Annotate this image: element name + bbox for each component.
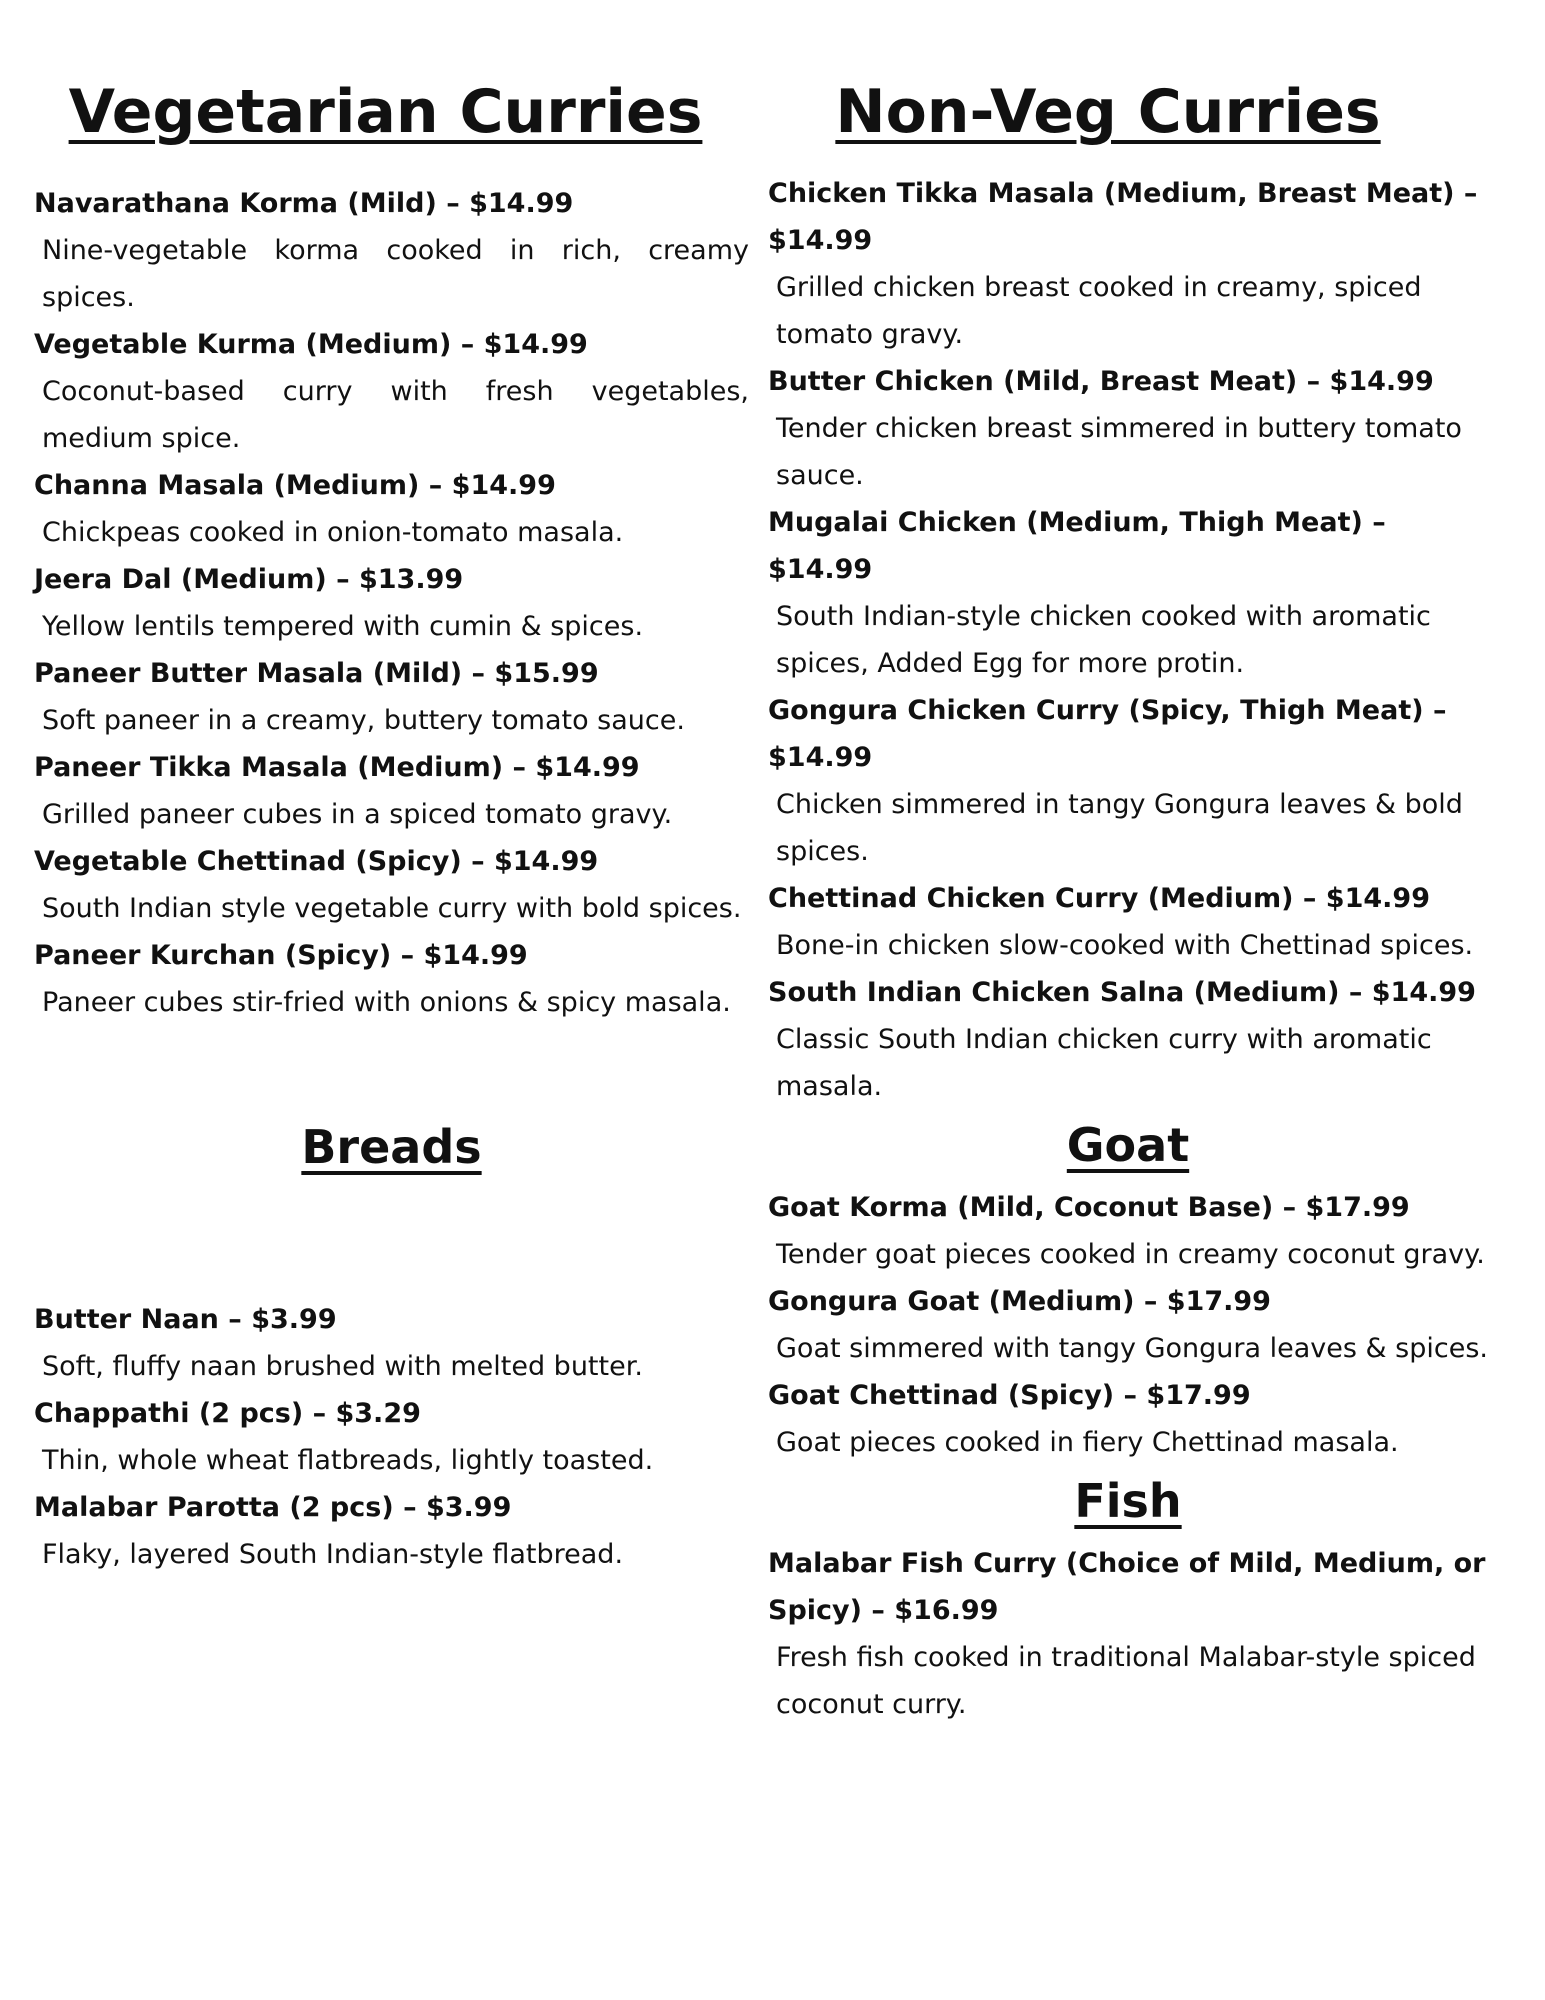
menu-item-description: Soft, fluffy naan brushed with melted butter. (42, 1351, 643, 1382)
nonveg-curries-heading: Non-Veg Curries (835, 77, 1381, 147)
menu-item (34, 650, 749, 744)
menu-item-description: Flaky, layered South Indian-style flatbread. (42, 1539, 624, 1570)
menu-item-description: Soft paneer in a creamy, buttery tomato sauce. (42, 705, 685, 736)
menu-item-description: Goat pieces cooked in fiery Chettinad masala. (776, 1427, 1399, 1458)
goat-heading: Goat (1066, 1118, 1190, 1172)
menu-item (34, 462, 749, 556)
menu-item (768, 1372, 1488, 1466)
menu-item-description: Chickpeas cooked in onion-tomato masala. (42, 517, 624, 548)
breads-list (34, 1296, 749, 1578)
menu-item-description: Fresh fish cooked in traditional Malabar-style spiced coconut curry. (776, 1642, 1476, 1720)
menu-item (768, 499, 1488, 687)
menu-item-name: Chicken Tikka Masala (Medium, Breast Meat) – $14.99 (768, 178, 1478, 256)
menu-item-name: Gongura Goat (Medium) – $17.99 (768, 1286, 1271, 1317)
left-column (34, 70, 749, 1578)
veg-curries-heading: Vegetarian Curries (68, 77, 703, 147)
menu-item-description: Chicken simmered in tangy Gongura leaves & bold spices. (776, 789, 1463, 867)
menu-item-name: Chappathi (2 pcs) – $3.29 (34, 1398, 421, 1429)
menu-item-name: Goat Korma (Mild, Coconut Base) – $17.99 (768, 1192, 1410, 1223)
menu-item-name: Mugalai Chicken (Medium, Thigh Meat) – $14.99 (768, 507, 1386, 585)
menu-item-description: Yellow lentils tempered with cumin & spices. (42, 611, 644, 642)
menu-item-name: Butter Chicken (Mild, Breast Meat) – $14.99 (768, 366, 1434, 397)
menu-item (768, 875, 1488, 969)
menu-item-description: Bone-in chicken slow-cooked with Chettinad spices. (776, 930, 1474, 961)
menu-item-name: Channa Masala (Medium) – $14.99 (34, 470, 556, 501)
menu-item-description: Tender chicken breast simmered in buttery tomato sauce. (776, 413, 1462, 491)
menu-item-name: Malabar Fish Curry (Choice of Mild, Medium, or Spicy) – $16.99 (768, 1548, 1486, 1626)
menu-item (768, 969, 1488, 1110)
menu-item-description: Goat simmered with tangy Gongura leaves & spices. (776, 1333, 1488, 1364)
right-column (768, 70, 1488, 1728)
menu-item-name: Goat Chettinad (Spicy) – $17.99 (768, 1380, 1251, 1411)
breads-heading: Breads (301, 1120, 482, 1174)
menu-item-description: Classic South Indian chicken curry with aromatic masala. (776, 1024, 1432, 1102)
menu-item-description: Coconut-based curry with fresh vegetables, medium spice. (42, 376, 749, 454)
menu-item-name: Paneer Kurchan (Spicy) – $14.99 (34, 940, 528, 971)
menu-item-description: South Indian style vegetable curry with bold spices. (42, 893, 742, 924)
menu-item-name: Paneer Butter Masala (Mild) – $15.99 (34, 658, 599, 689)
menu-item-description: Grilled paneer cubes in a spiced tomato gravy. (42, 799, 673, 830)
menu-item (768, 170, 1488, 358)
menu-item (34, 1296, 749, 1390)
menu-item-name: Vegetable Chettinad (Spicy) – $14.99 (34, 846, 599, 877)
menu-item (34, 180, 749, 321)
fish-list (768, 1540, 1488, 1728)
menu-item-description: Grilled chicken breast cooked in creamy, spiced tomato gravy. (776, 272, 1422, 350)
veg-curries-list (34, 180, 749, 1026)
menu-item (34, 744, 749, 838)
nonveg-curries-list (768, 170, 1488, 1110)
menu-item-name: Paneer Tikka Masala (Medium) – $14.99 (34, 752, 640, 783)
menu-item (768, 1184, 1488, 1278)
menu-item-name: South Indian Chicken Salna (Medium) – $14.99 (768, 977, 1476, 1008)
menu-item-description: Nine-vegetable korma cooked in rich, creamy spices. (42, 235, 749, 313)
menu-item (34, 1390, 749, 1484)
menu-item-name: Navarathana Korma (Mild) – $14.99 (34, 188, 574, 219)
menu-item-name: Chettinad Chicken Curry (Medium) – $14.99 (768, 883, 1431, 914)
menu-item-description: Thin, whole wheat flatbreads, lightly toasted. (42, 1445, 654, 1476)
menu-item-name: Jeera Dal (Medium) – $13.99 (34, 564, 464, 595)
fish-heading: Fish (1074, 1474, 1182, 1528)
menu-item (34, 932, 749, 1026)
menu-item (768, 358, 1488, 499)
menu-item-description: Tender goat pieces cooked in creamy coconut gravy. (776, 1239, 1485, 1270)
menu-item (768, 1278, 1488, 1372)
menu-item-name: Malabar Parotta (2 pcs) – $3.99 (34, 1492, 512, 1523)
menu-item-description: Paneer cubes stir-fried with onions & spicy masala. (42, 987, 731, 1018)
menu-item (34, 1484, 749, 1578)
menu-item (34, 321, 749, 462)
menu-item (768, 1540, 1488, 1728)
menu-item (34, 556, 749, 650)
menu-item-name: Vegetable Kurma (Medium) – $14.99 (34, 329, 588, 360)
goat-list (768, 1184, 1488, 1466)
menu-item (34, 838, 749, 932)
menu-item-name: Butter Naan – $3.99 (34, 1304, 337, 1335)
menu-item-name: Gongura Chicken Curry (Spicy, Thigh Meat) – $14.99 (768, 695, 1447, 773)
menu-item (768, 687, 1488, 875)
menu-item-description: South Indian-style chicken cooked with aromatic spices, Added Egg for more protin. (776, 601, 1431, 679)
